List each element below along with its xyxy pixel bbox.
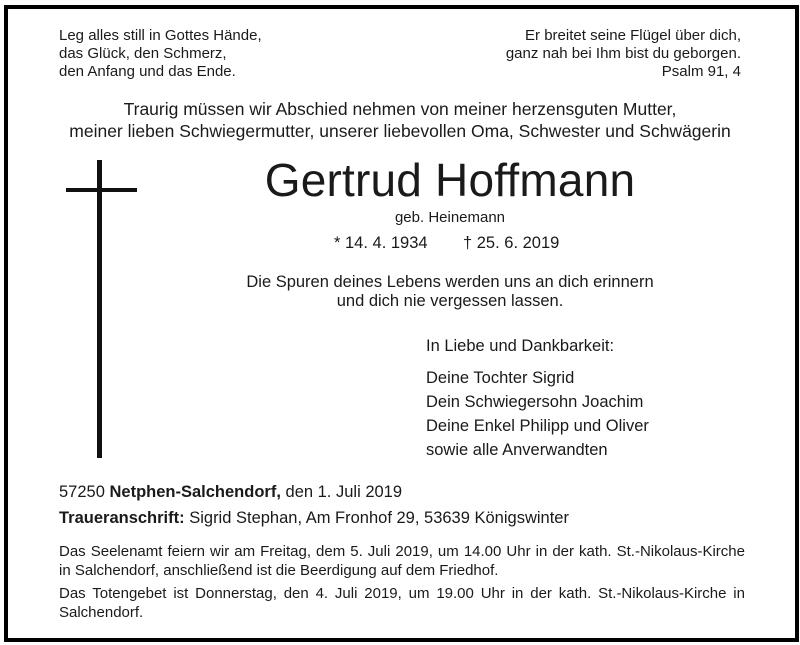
verse-left-line-2: das Glück, den Schmerz,	[59, 45, 227, 62]
funeral-notice: Das Seelenamt feiern wir am Freitag, dem 5. Juli 2019, um 14.00 Uhr in der kath. St.-Nikolaus-Kirche in Salchendorf, anschließend ist die Beerdigung auf dem Friedhof.	[59, 543, 745, 579]
death-date: † 25. 6. 2019	[463, 234, 560, 252]
mourner-3: Deine Enkel Philipp und Oliver	[426, 417, 649, 435]
mourner-2: Dein Schwiegersohn Joachim	[426, 393, 644, 411]
verse-left-line-3: den Anfang und das Ende.	[59, 63, 236, 80]
verse-right-line-2: ganz nah bei Ihm bist du geborgen.	[505, 45, 741, 62]
verse-right-citation: Psalm 91, 4	[661, 63, 741, 80]
mourners-heading: In Liebe und Dankbarkeit:	[426, 337, 615, 355]
mourner-1: Deine Tochter Sigrid	[426, 369, 575, 387]
mourner-4: sowie alle Anverwandten	[426, 441, 608, 459]
date: den 1. Juli 2019	[285, 483, 403, 501]
verse-left-line-1: Leg alles still in Gottes Hände,	[59, 27, 262, 44]
address-line	[59, 509, 569, 529]
verse-right-line-1: Er breitet seine Flügel über dich,	[525, 27, 741, 44]
quote-line-2: und dich nie vergessen lassen.	[336, 292, 564, 310]
place-date-line	[59, 483, 402, 503]
prayer-notice: Das Totengebet ist Donnerstag, den 4. Juli 2019, um 19.00 Uhr in der kath. St.-Nikolaus-Kirche in Salchendorf.	[59, 585, 745, 621]
maiden-name: geb. Heinemann	[394, 209, 506, 226]
place-name: Netphen-Salchendorf,	[109, 483, 281, 501]
intro-line-1: Traurig müssen wir Abschied nehmen von meiner herzensguten Mutter,	[123, 99, 677, 119]
deceased-name: Gertrud Hoffmann	[264, 154, 636, 206]
quote-line-1: Die Spuren deines Lebens werden uns an dich erinnern	[246, 273, 654, 291]
address-label: Traueranschrift:	[59, 509, 185, 527]
intro-line-2: meiner lieben Schwiegermutter, unserer liebevollen Oma, Schwester und Schwägerin	[69, 121, 731, 141]
zip-code: 57250	[59, 483, 105, 501]
address-value: Sigrid Stephan, Am Fronhof 29, 53639 Königswinter	[189, 509, 569, 527]
birth-date: * 14. 4. 1934	[334, 234, 428, 252]
